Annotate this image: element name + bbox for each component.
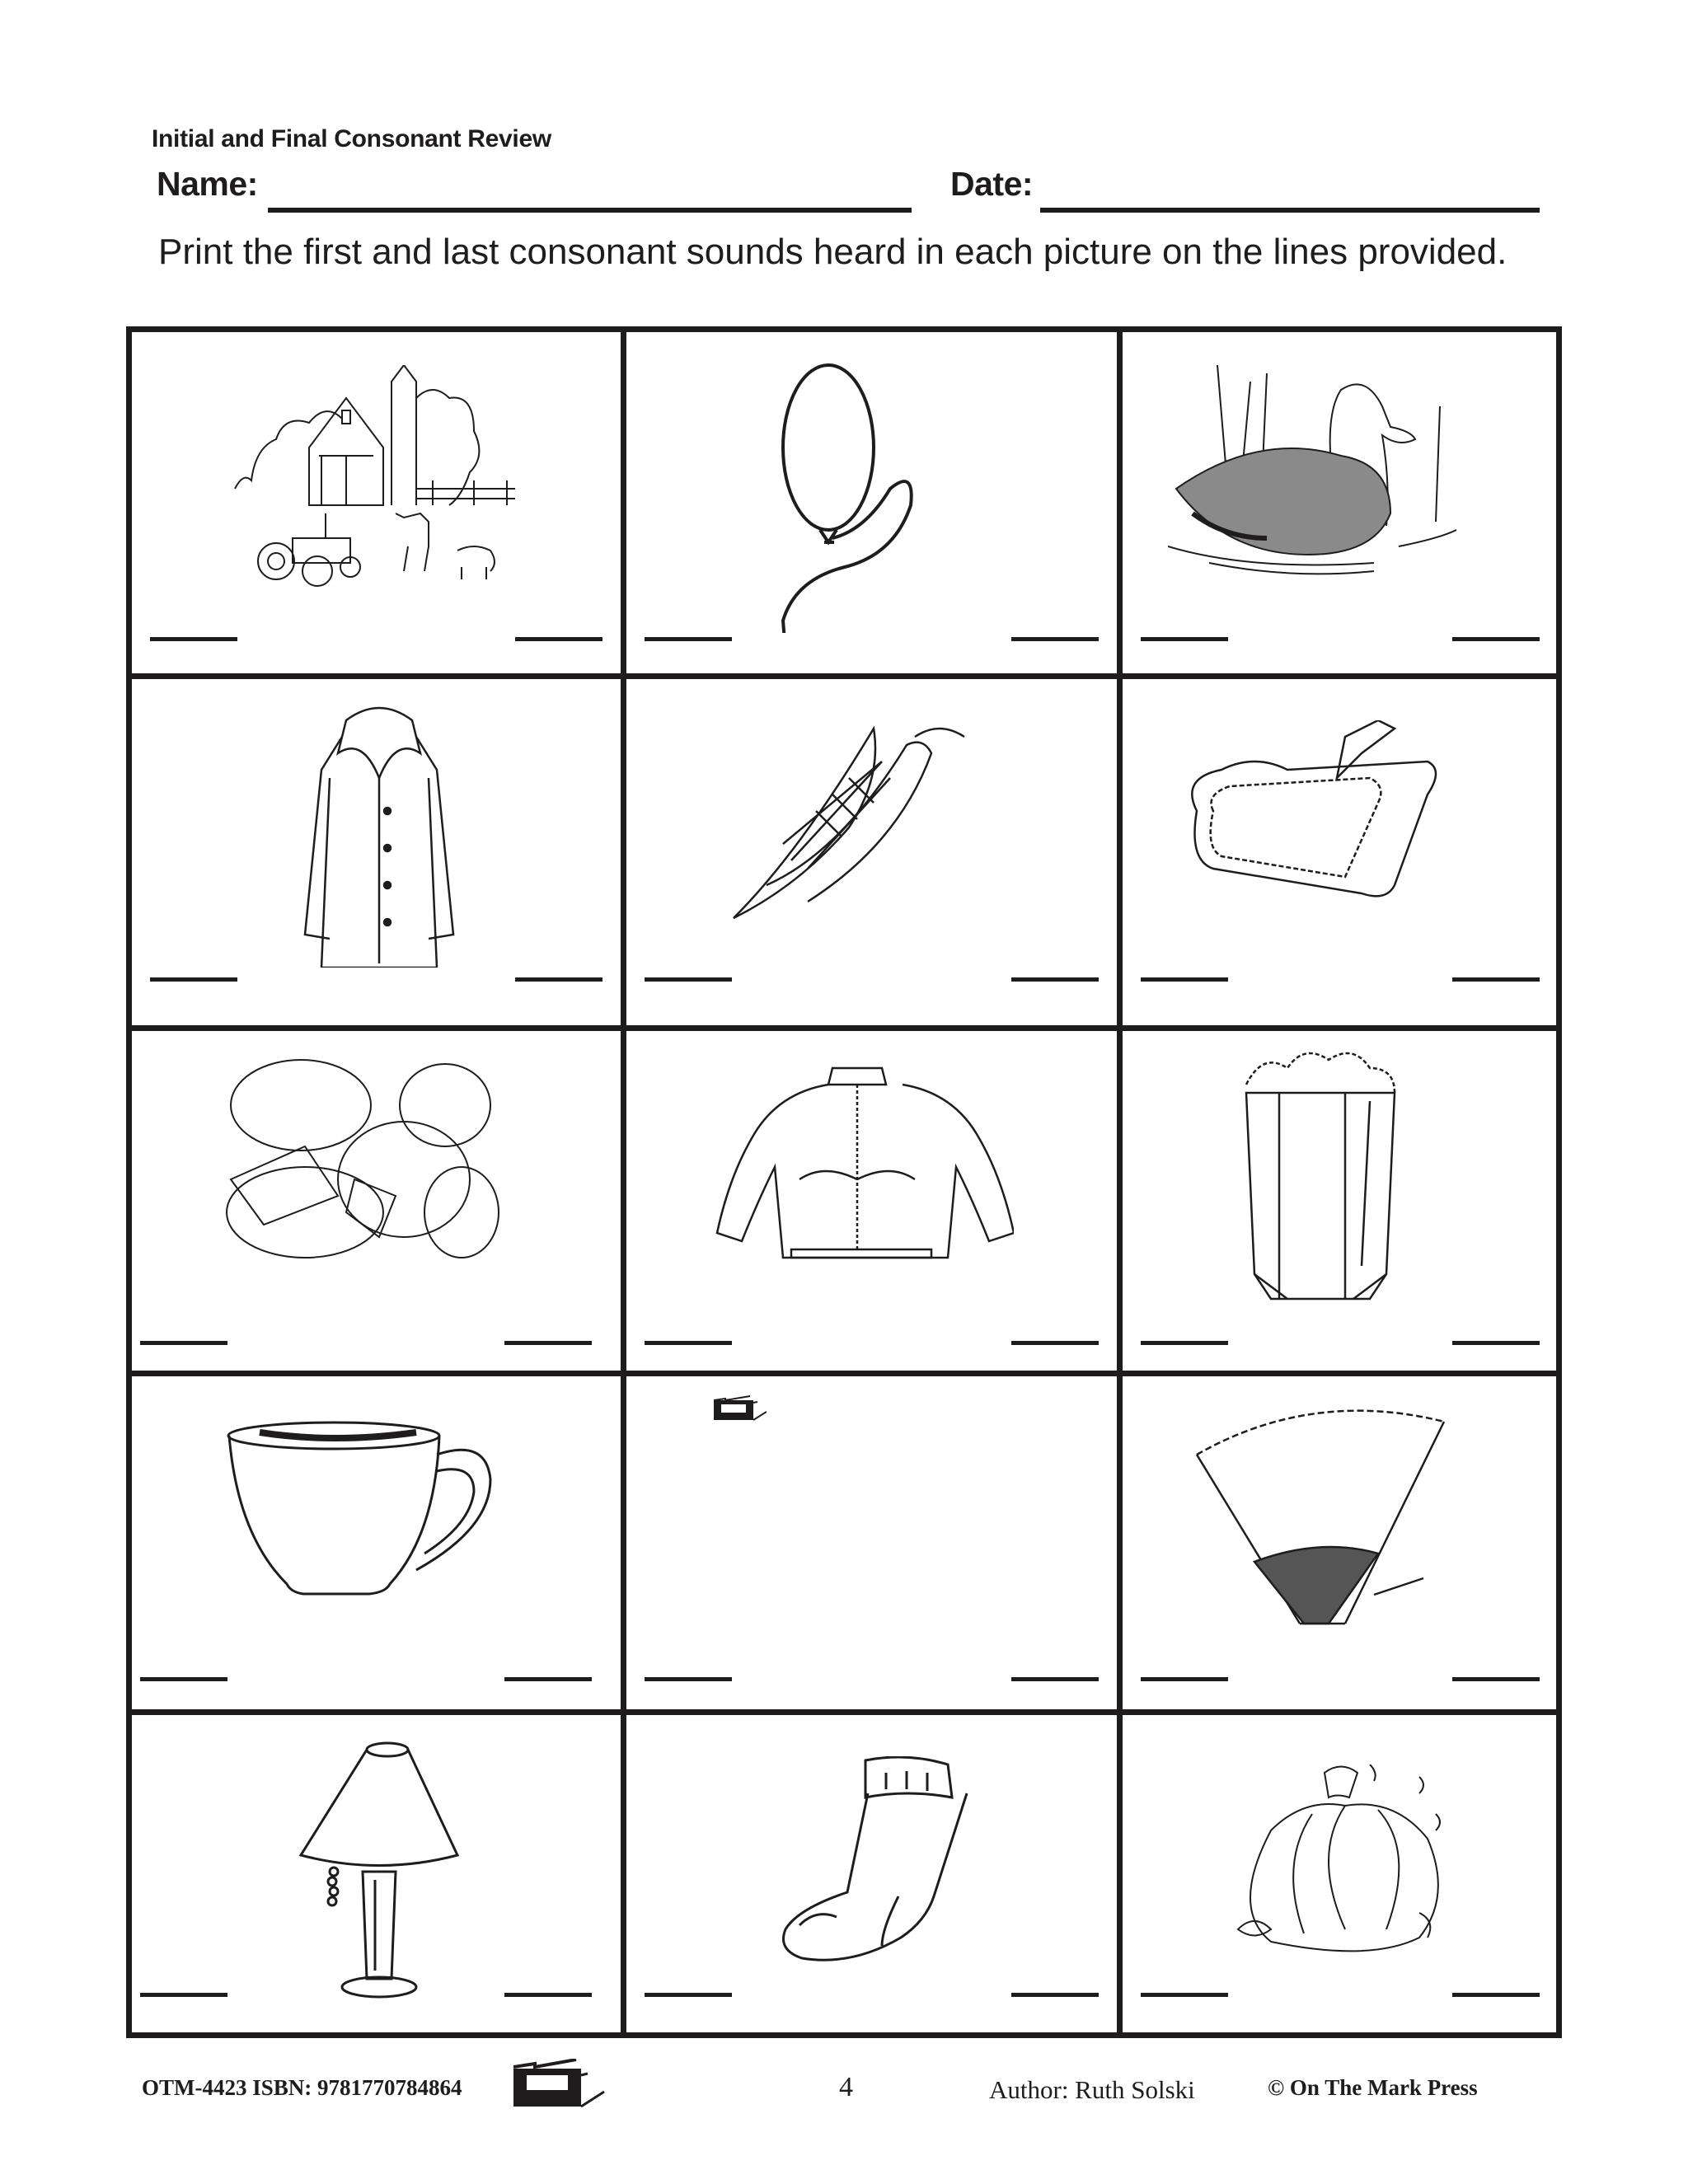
last-sound-blank[interactable]	[1011, 1677, 1099, 1681]
picture-cell-jacket	[626, 1031, 1117, 1371]
author-credit: Author: Ruth Solski	[989, 2075, 1195, 2104]
last-sound-blank[interactable]	[515, 977, 603, 982]
first-sound-blank[interactable]	[140, 1341, 227, 1345]
first-sound-blank[interactable]	[1141, 1341, 1228, 1345]
first-sound-blank[interactable]	[645, 637, 732, 641]
instructions-text: Print the first and last consonant sounds heard in each picture on the lines provided.	[158, 232, 1507, 272]
duck-icon	[1168, 365, 1481, 596]
first-sound-blank[interactable]	[645, 1993, 732, 1997]
last-sound-blank[interactable]	[1452, 637, 1540, 641]
first-sound-blank[interactable]	[150, 977, 237, 982]
name-date-row	[157, 165, 1550, 223]
lamp-icon	[297, 1740, 462, 2004]
row-divider	[132, 1371, 1556, 1376]
picture-cell-empty	[626, 1376, 1117, 1709]
product-code-isbn: OTM-4423 ISBN: 9781770784864	[142, 2075, 462, 2100]
last-sound-blank[interactable]	[1452, 1993, 1540, 1997]
last-sound-blank[interactable]	[504, 1993, 592, 1997]
coat-icon	[297, 704, 462, 968]
farm-icon	[227, 365, 532, 596]
picture-cell-duck	[1123, 332, 1556, 673]
buttered-bread-icon	[1172, 720, 1452, 902]
first-sound-blank[interactable]	[140, 1993, 227, 1997]
copier-icon	[513, 2059, 606, 2108]
name-field[interactable]	[268, 208, 912, 213]
picture-cell-corn	[626, 679, 1117, 1025]
last-sound-blank[interactable]	[1011, 637, 1099, 641]
name-label: Name:	[157, 165, 258, 203]
row-divider	[132, 1025, 1556, 1031]
mushrooms-icon	[223, 1056, 503, 1278]
picture-grid	[126, 326, 1562, 2038]
fan-icon	[1193, 1397, 1448, 1636]
picture-cell-fan	[1123, 1376, 1556, 1709]
column-divider	[1117, 332, 1123, 2032]
picture-cell-pumpkin	[1123, 1715, 1556, 2032]
first-sound-blank[interactable]	[645, 977, 732, 982]
jacket-icon	[709, 1064, 1014, 1262]
last-sound-blank[interactable]	[1011, 1341, 1099, 1345]
page-number: 4	[839, 2072, 853, 2102]
date-label: Date:	[950, 165, 1034, 203]
picture-cell-mushrooms	[132, 1031, 621, 1371]
row-divider	[132, 1709, 1556, 1715]
picture-cell-buttered-bread	[1123, 679, 1556, 1025]
publisher-copyright: © On The Mark Press	[1268, 2075, 1478, 2100]
last-sound-blank[interactable]	[1011, 1993, 1099, 1997]
picture-cell-popcorn	[1123, 1031, 1556, 1371]
picture-cell-coat	[132, 679, 621, 1025]
first-sound-blank[interactable]	[1141, 1677, 1228, 1681]
picture-cell-cup	[132, 1376, 621, 1709]
cup-icon	[227, 1418, 499, 1607]
first-sound-blank[interactable]	[1141, 977, 1228, 982]
first-sound-blank[interactable]	[150, 637, 237, 641]
last-sound-blank[interactable]	[1452, 1341, 1540, 1345]
picture-cell-sock	[626, 1715, 1117, 2032]
popcorn-icon	[1230, 1052, 1411, 1315]
copier-icon	[714, 1395, 767, 1423]
column-divider	[621, 332, 626, 2032]
picture-cell-farm	[132, 332, 621, 673]
date-field[interactable]	[1040, 208, 1540, 213]
picture-cell-lamp	[132, 1715, 621, 2032]
first-sound-blank[interactable]	[140, 1677, 227, 1681]
page-footer	[0, 2072, 1688, 2116]
worksheet-title: Initial and Final Consonant Review	[152, 125, 551, 152]
first-sound-blank[interactable]	[1141, 637, 1228, 641]
first-sound-blank[interactable]	[645, 1341, 732, 1345]
sock-icon	[775, 1756, 989, 1971]
last-sound-blank[interactable]	[515, 637, 603, 641]
corn-icon	[717, 712, 997, 935]
balloon-icon	[750, 361, 973, 633]
pumpkin-icon	[1230, 1765, 1461, 1954]
row-divider	[132, 673, 1556, 679]
first-sound-blank[interactable]	[645, 1677, 732, 1681]
last-sound-blank[interactable]	[1452, 977, 1540, 982]
last-sound-blank[interactable]	[504, 1677, 592, 1681]
first-sound-blank[interactable]	[1141, 1993, 1228, 1997]
last-sound-blank[interactable]	[1011, 977, 1099, 982]
last-sound-blank[interactable]	[1452, 1677, 1540, 1681]
last-sound-blank[interactable]	[504, 1341, 592, 1345]
picture-cell-balloon	[626, 332, 1117, 673]
